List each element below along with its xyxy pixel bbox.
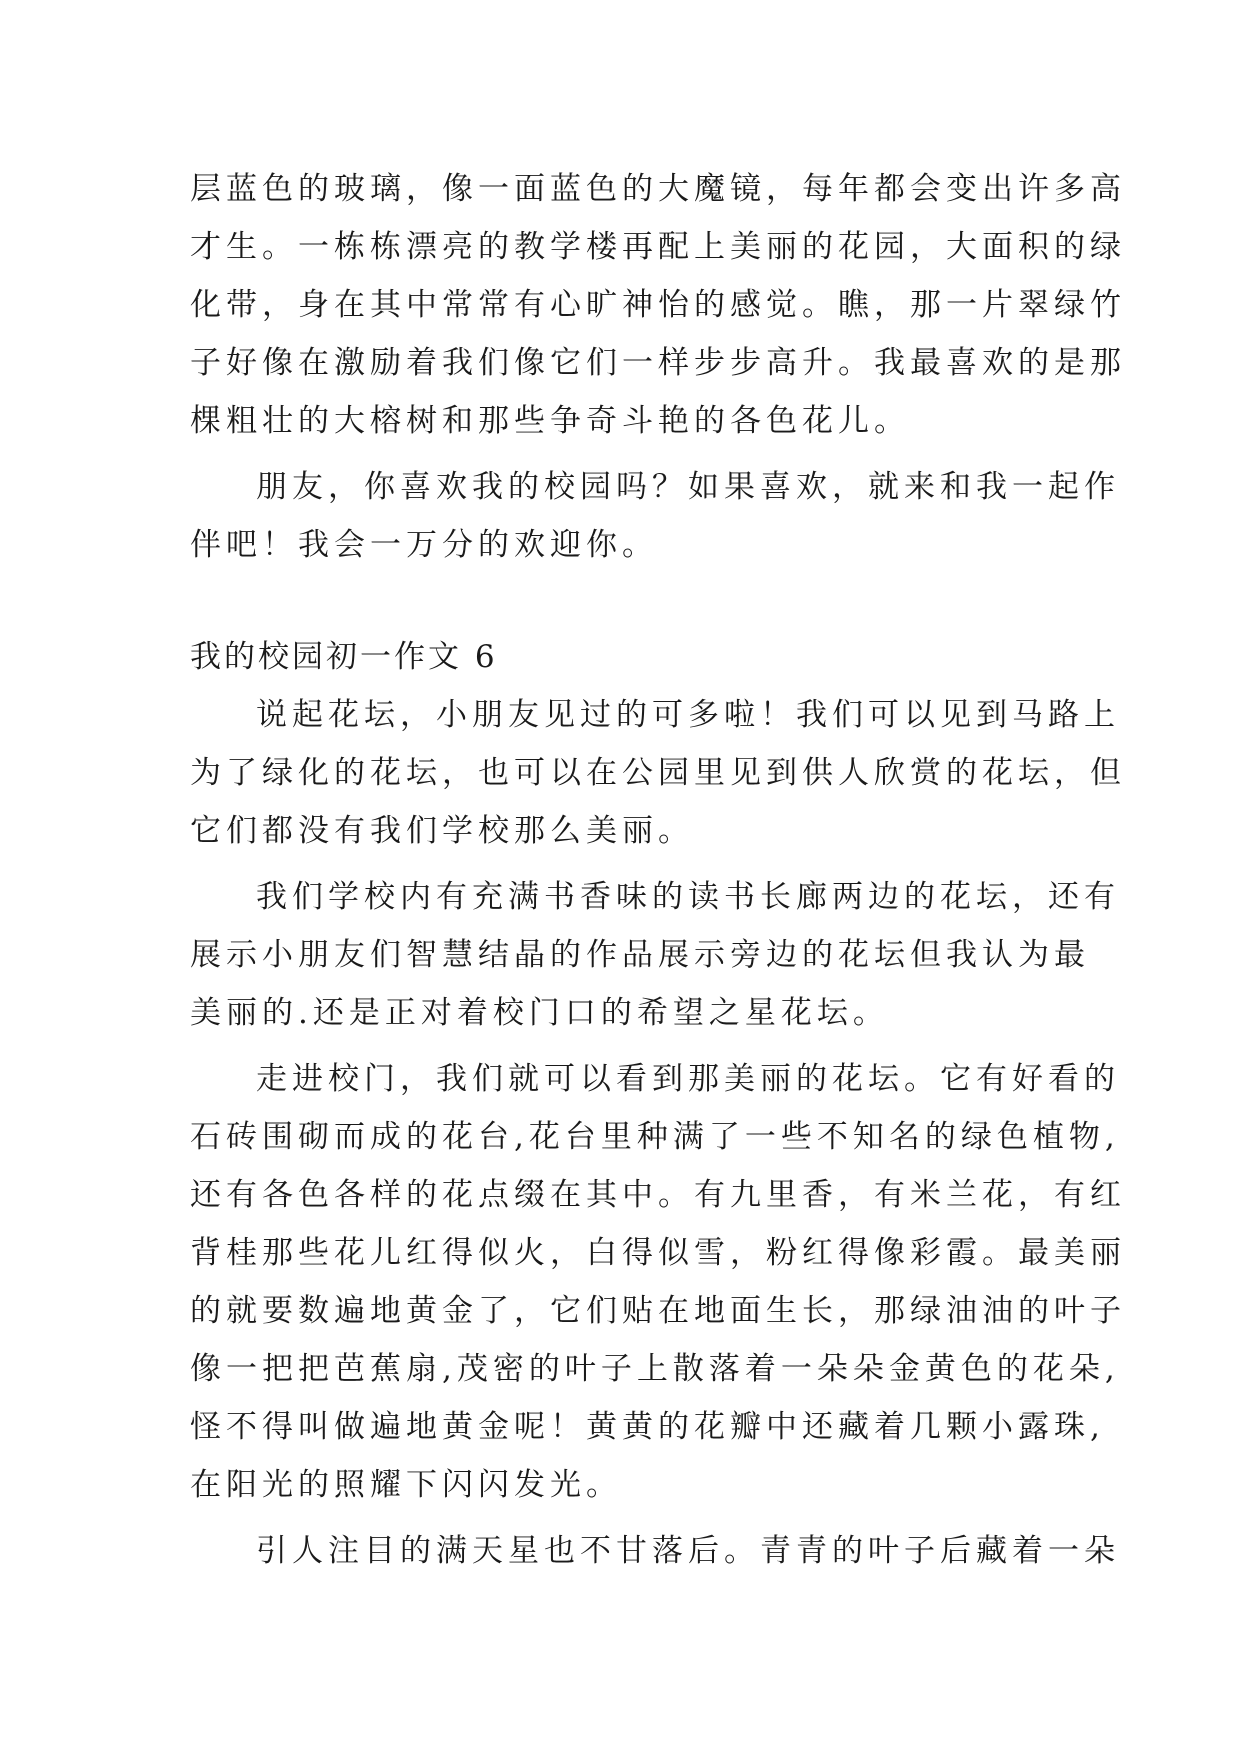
- text-line: 的就要数遍地黄金了，它们贴在地面生长，那绿油油的叶子: [190, 1293, 1126, 1329]
- text-line: 走进校门，我们就可以看到那美丽的花坛。它有好看的: [256, 1061, 1120, 1097]
- text-line: 我们学校内有充满书香味的读书长廊两边的花坛，还有: [256, 879, 1120, 915]
- text-line: 为了绿化的花坛，也可以在公园里见到供人欣赏的花坛，但: [190, 755, 1126, 791]
- text-line: 怪不得叫做遍地黄金呢！黄黄的花瓣中还藏着几颗小露珠,: [190, 1409, 1105, 1445]
- paragraph: [190, 868, 1120, 1042]
- document-body: [190, 160, 1126, 1580]
- paragraph: [190, 686, 1126, 860]
- paragraph: [190, 1522, 1120, 1580]
- text-line: 才生。一栋栋漂亮的教学楼再配上美丽的花园，大面积的绿: [190, 229, 1126, 265]
- text-line: 还有各色各样的花点缀在其中。有九里香，有米兰花，有红: [190, 1177, 1126, 1213]
- text-line: 化带，身在其中常常有心旷神怡的感觉。瞧，那一片翠绿竹: [190, 287, 1126, 323]
- text-line: 子好像在激励着我们像它们一样步步高升。我最喜欢的是那: [190, 345, 1126, 381]
- paragraph: [190, 458, 1120, 574]
- text-line: 它们都没有我们学校那么美丽。: [190, 813, 694, 849]
- text-line: 棵粗壮的大榕树和那些争奇斗艳的各色花儿。: [190, 403, 910, 439]
- text-line: 说起花坛，小朋友见过的可多啦！我们可以见到马路上: [256, 697, 1120, 733]
- text-line: 朋友，你喜欢我的校园吗？如果喜欢，就来和我一起作: [256, 469, 1120, 505]
- text-line: 像一把把芭蕉扇,茂密的叶子上散落着一朵朵金黄色的花朵,: [190, 1351, 1120, 1387]
- text-line: 展示小朋友们智慧结晶的作品展示旁边的花坛但我认为最: [190, 937, 1090, 973]
- text-line: 伴吧！我会一万分的欢迎你。: [190, 527, 658, 563]
- text-line: 石砖围砌而成的花台,花台里种满了一些不知名的绿色植物,: [190, 1119, 1120, 1155]
- paragraph: [190, 1050, 1126, 1514]
- text-line: 层蓝色的玻璃，像一面蓝色的大魔镜，每年都会变出许多高: [190, 171, 1126, 207]
- text-line: 背桂那些花儿红得似火，白得似雪，粉红得像彩霞。最美丽: [190, 1235, 1126, 1271]
- text-line: 引人注目的满天星也不甘落后。青青的叶子后藏着一朵: [256, 1533, 1120, 1569]
- section-title: 我的校园初一作文 6: [190, 639, 498, 675]
- text-line: 美丽的.还是正对着校门口的希望之星花坛。: [190, 995, 889, 1031]
- text-line: 在阳光的照耀下闪闪发光。: [190, 1467, 622, 1503]
- paragraph: [190, 160, 1126, 450]
